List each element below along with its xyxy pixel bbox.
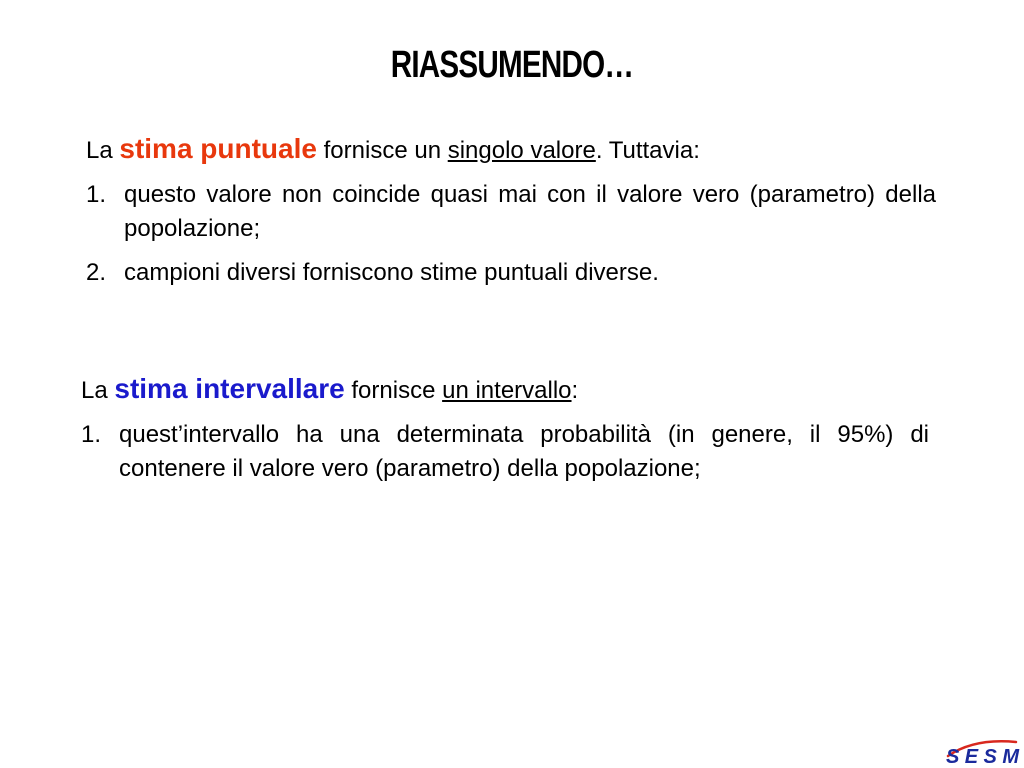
list-number: 1.	[81, 421, 102, 448]
intro-suffix: . Tuttavia:	[595, 137, 700, 164]
underlined-term: singolo valore	[447, 137, 596, 164]
interval-estimate-intro	[81, 372, 929, 408]
list-item	[86, 256, 936, 290]
point-estimate-section	[86, 132, 936, 290]
interval-estimate-section	[81, 372, 929, 486]
intro-prefix: La	[81, 377, 108, 404]
intro-middle: fornisce	[351, 377, 436, 404]
intro-middle: fornisce un	[323, 137, 442, 164]
point-estimate-term: stima puntuale	[119, 133, 317, 164]
slide-title: RIASSUMENDO…	[390, 44, 634, 86]
list-number: 1.	[86, 181, 107, 208]
list-text: quest’intervallo ha una determinata probabilità (in genere, il 95%) di contenere il valore vero (parametro) della popolazione;	[119, 421, 929, 482]
point-estimate-intro	[86, 132, 936, 168]
logo-text: SESM	[946, 746, 1018, 766]
intro-suffix: :	[571, 377, 579, 404]
sesm-logo	[944, 736, 1020, 766]
list-number: 2.	[86, 259, 107, 286]
list-item	[81, 418, 929, 486]
list-text: questo valore non coincide quasi mai con il valore vero (parametro) della popolazione;	[124, 181, 936, 242]
intro-prefix: La	[86, 137, 113, 164]
interval-estimate-term: stima intervallare	[114, 373, 345, 404]
list-text: campioni diversi forniscono stime puntuali diverse.	[124, 259, 659, 286]
underlined-term: un intervallo	[442, 377, 572, 404]
list-item	[86, 178, 936, 246]
